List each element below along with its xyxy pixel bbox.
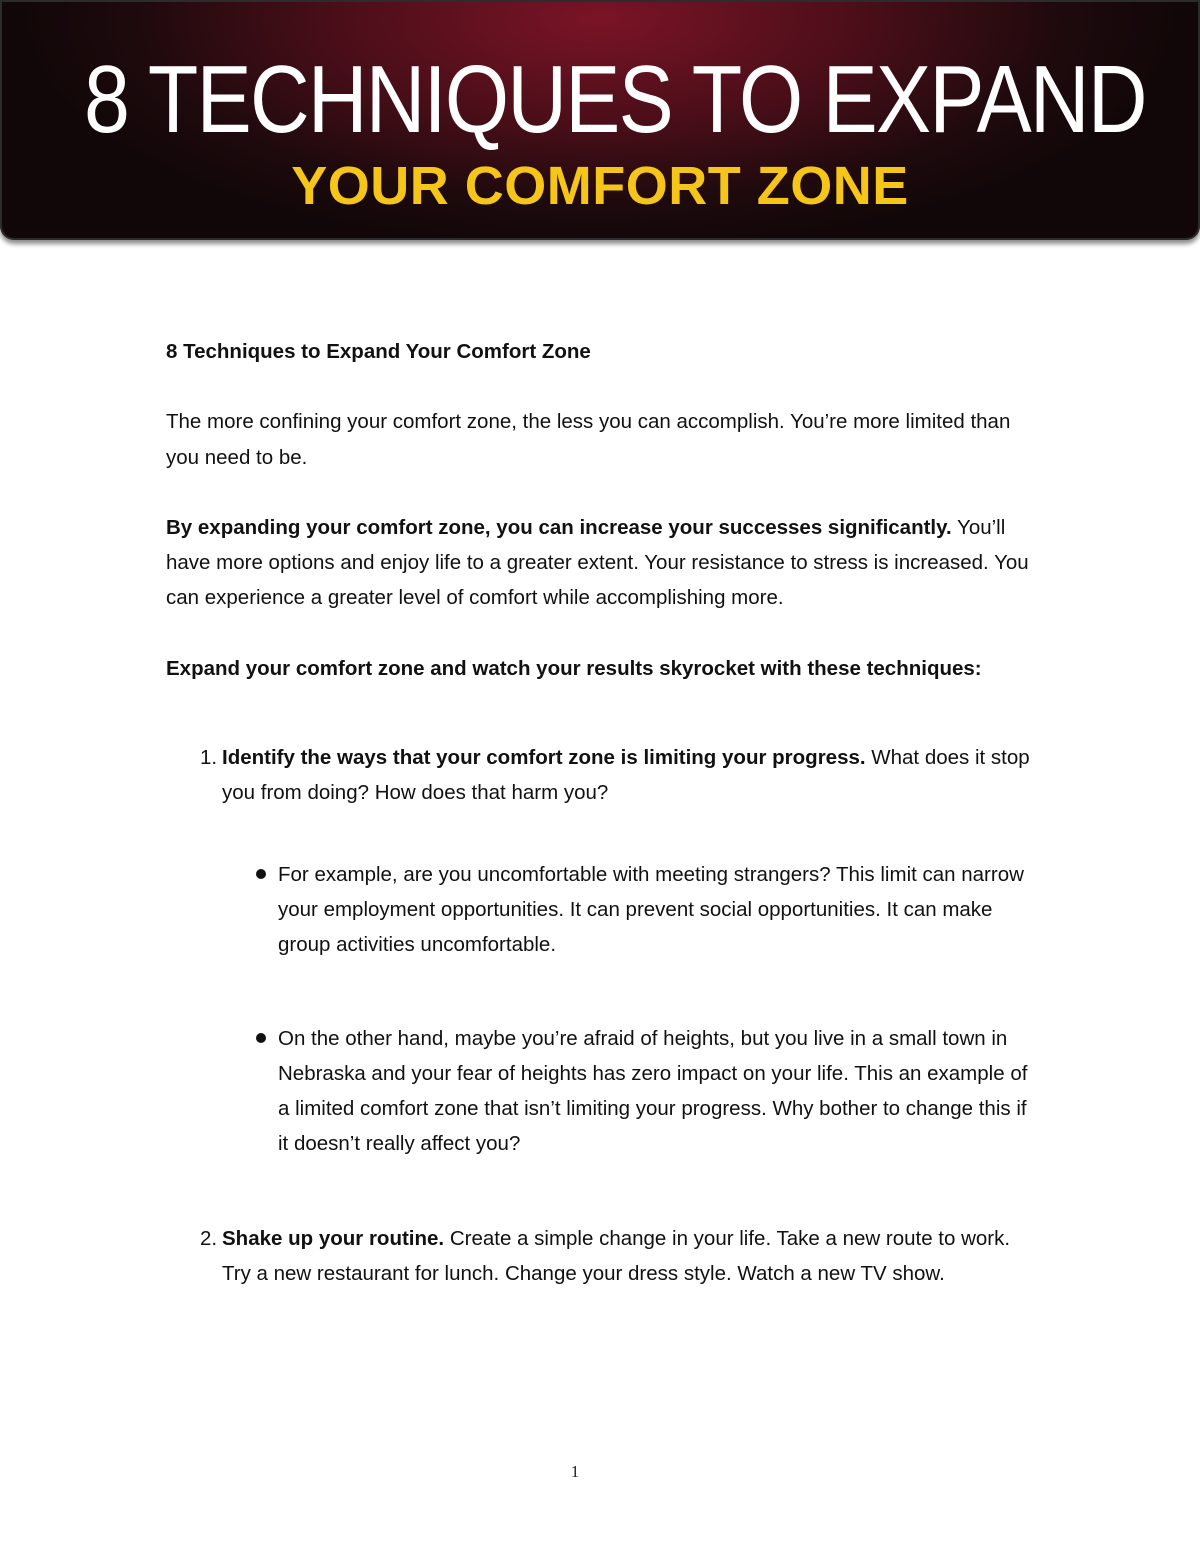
document-title: 8 Techniques to Expand Your Comfort Zone xyxy=(166,340,591,363)
bullet-text: For example, are you uncomfortable with meeting strangers? This limit can narrow your employment opportunities. It can prevent social opportunities. It can make group activities uncomfortable. xyxy=(278,862,1024,957)
item-heading: Shake up your routine. xyxy=(222,1226,445,1250)
benefits-paragraph xyxy=(166,510,1036,616)
bullet-dot-icon xyxy=(256,1033,266,1043)
techniques-intro: Expand your comfort zone and watch your results skyrocket with these techniques: xyxy=(166,656,982,680)
technique-item-2 xyxy=(166,1221,1036,1292)
bullet-dot-icon xyxy=(256,869,266,879)
item-text: What does it stop you from doing? How does that harm you? xyxy=(222,746,1030,805)
benefits-text: You’ll have more options and enjoy life to a greater extent. Your resistance to stress is increased. You can experience a greater level of comfort while accomplishing more. xyxy=(166,515,1029,610)
item-number: 2. xyxy=(200,1226,218,1250)
item-number: 1. xyxy=(200,746,218,770)
bullet-item-1 xyxy=(166,857,1036,963)
banner-title-line2: YOUR COMFORT ZONE xyxy=(291,156,909,216)
bullet-item-2 xyxy=(166,1021,1036,1162)
benefits-lead-bold: By expanding your comfort zone, you can increase your successes significantly. xyxy=(166,515,952,539)
page-number: 1 xyxy=(570,1462,580,1481)
document-body xyxy=(166,334,1036,1291)
item-text: Create a simple change in your life. Take a new route to work. Try a new restaurant for lunch. Change your dress style. Watch a new TV show. xyxy=(222,1226,1011,1286)
item-heading: Identify the ways that your comfort zone is limiting your progress. xyxy=(222,746,866,770)
header-banner xyxy=(0,0,1200,240)
bullet-text: On the other hand, maybe you’re afraid of heights, but you live in a small town in Nebraska and your fear of heights has zero impact on your life. This an example of a limited comfort zone that isn’t limiting your progress. Why bother to change this if it doesn’t really affect you? xyxy=(278,1026,1028,1156)
intro-paragraph: The more confining your comfort zone, the less you can accomplish. You’re more limited than you need to be. xyxy=(166,410,1011,469)
technique-item-1 xyxy=(166,740,1036,811)
banner-title-line1: 8 TECHNIQUES TO EXPAND xyxy=(84,46,1146,153)
